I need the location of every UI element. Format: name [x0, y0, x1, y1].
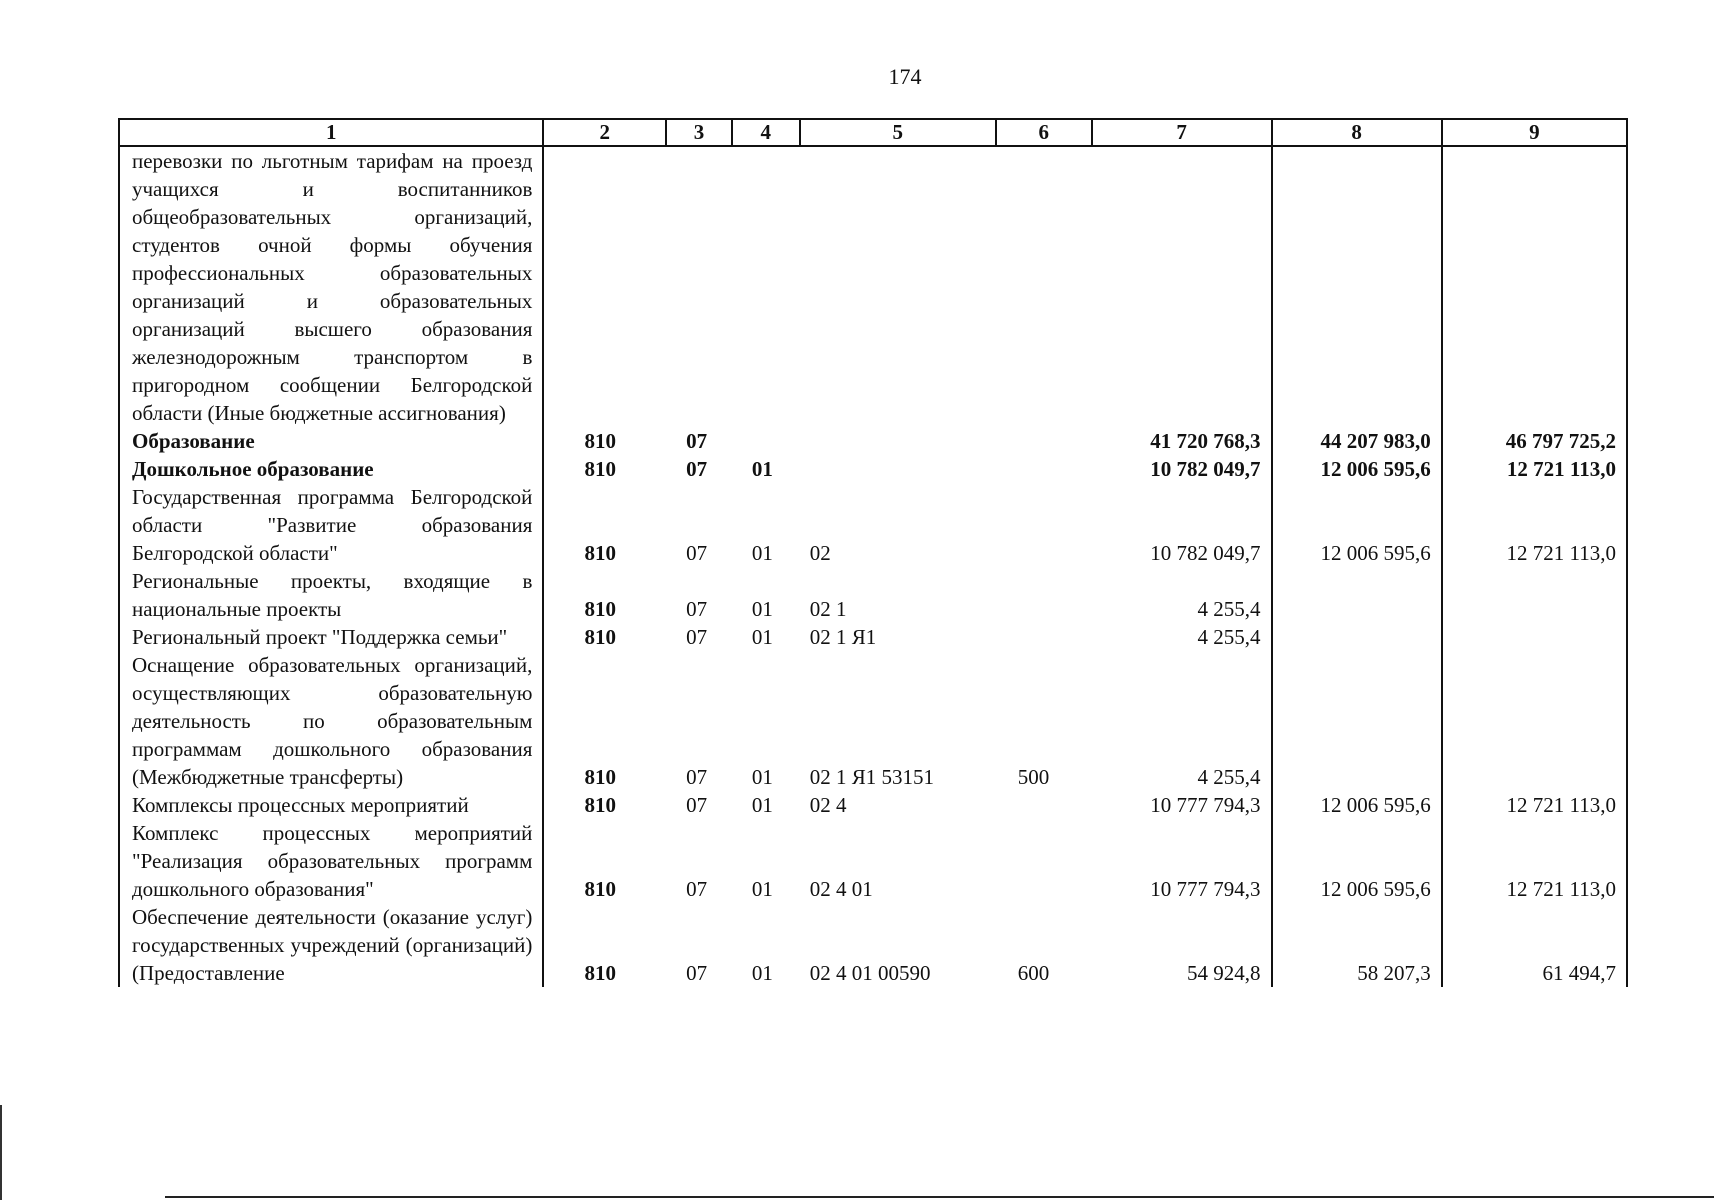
cell-subsection: 01 [751, 541, 773, 565]
cell-description: Оснащение образовательных организаций, осуществляющих образовательную деятельность по образовательным программам дошкольного образования (Межбюджетные трансферты) [119, 651, 543, 791]
cell-amount-year-2 [1272, 651, 1442, 791]
table-row [119, 791, 1627, 819]
scan-edge-mark [0, 1105, 2, 1200]
cell-target-article [800, 455, 996, 483]
table-body [119, 146, 1627, 987]
budget-table [118, 118, 1628, 987]
cell-section: 07 [686, 961, 708, 985]
table-row [119, 819, 1627, 903]
cell-section: 07 [686, 457, 708, 481]
table-row [119, 567, 1627, 623]
cell-amount-year-3: 12 721 113,0 [1442, 791, 1627, 819]
cell-description: Комплексы процессных мероприятий [119, 791, 543, 819]
cell-subsection: 01 [751, 793, 773, 817]
cell-amount-year-1: 10 782 049,7 [1092, 483, 1272, 567]
page-number: 174 [888, 64, 922, 89]
cell-section: 07 [686, 877, 708, 901]
cell-amount-year-2: 12 006 595,6 [1272, 455, 1442, 483]
cell-admin-code: 810 [584, 457, 617, 481]
cell-subsection: 01 [751, 597, 773, 621]
cell-amount-year-1: 4 255,4 [1092, 567, 1272, 623]
cell-amount-year-3 [1442, 623, 1627, 651]
cell-section: 07 [686, 625, 708, 649]
cell-description: Обеспечение деятельности (оказание услуг) государственных учреждений (организаций) (Предоставление [119, 903, 543, 987]
cell-amount-year-3: 61 494,7 [1442, 903, 1627, 987]
cell-section: 07 [686, 793, 708, 817]
table-row [119, 146, 1627, 427]
table-row [119, 903, 1627, 987]
table-row [119, 427, 1627, 455]
cell-description: перевозки по льготным тарифам на проезд учащихся и воспитанников общеобразовательных организаций, студентов очной формы обучения профессиональных образовательных организаций и образовательных организаций высшего образования железнодорожным транспортом в пригородном сообщении Белгородской области (Иные бюджетные ассигнования) [119, 146, 543, 427]
cell-amount-year-3 [1442, 651, 1627, 791]
cell-subsection: 01 [751, 765, 773, 789]
cell-amount-year-1 [1092, 146, 1272, 427]
cell-expense-type [996, 455, 1092, 483]
cell-amount-year-1: 54 924,8 [1092, 903, 1272, 987]
cell-expense-type [996, 567, 1092, 623]
cell-target-article: 02 1 Я1 [809, 625, 877, 649]
cell-amount-year-1: 10 777 794,3 [1092, 819, 1272, 903]
cell-target-article: 02 4 01 00590 [809, 961, 931, 985]
cell-amount-year-2: 12 006 595,6 [1272, 483, 1442, 567]
cell-description: Дошкольное образование [119, 455, 543, 483]
cell-target-article: 02 4 01 [809, 877, 873, 901]
table-row [119, 623, 1627, 651]
cell-target-article: 02 [809, 541, 831, 565]
header-col-3: 3 [666, 119, 732, 146]
cell-amount-year-1: 10 777 794,3 [1092, 791, 1272, 819]
cell-subsection: 01 [751, 961, 773, 985]
cell-subsection [732, 427, 800, 455]
cell-expense-type [996, 146, 1092, 427]
header-col-5: 5 [800, 119, 996, 146]
cell-expense-type [996, 791, 1092, 819]
cell-subsection: 01 [751, 625, 773, 649]
header-col-9: 9 [1442, 119, 1627, 146]
cell-section: 07 [686, 541, 708, 565]
cell-description: Государственная программа Белгородской области "Развитие образования Белгородской области" [119, 483, 543, 567]
cell-target-article: 02 4 [809, 793, 847, 817]
cell-amount-year-3: 46 797 725,2 [1442, 427, 1627, 455]
cell-amount-year-2: 12 006 595,6 [1272, 791, 1442, 819]
cell-subsection: 01 [751, 877, 773, 901]
header-col-6: 6 [996, 119, 1092, 146]
cell-amount-year-3: 12 721 113,0 [1442, 819, 1627, 903]
cell-amount-year-2 [1272, 567, 1442, 623]
cell-admin-code: 810 [584, 429, 617, 453]
cell-target-article [800, 427, 996, 455]
cell-amount-year-2: 12 006 595,6 [1272, 819, 1442, 903]
cell-target-article [800, 146, 996, 427]
header-col-2: 2 [543, 119, 666, 146]
cell-admin-code [543, 146, 666, 427]
header-row [119, 119, 1627, 146]
cell-amount-year-2 [1272, 623, 1442, 651]
header-col-7: 7 [1092, 119, 1272, 146]
cell-admin-code: 810 [584, 793, 617, 817]
cell-amount-year-2 [1272, 146, 1442, 427]
cell-admin-code: 810 [584, 961, 617, 985]
cell-admin-code: 810 [584, 541, 617, 565]
cell-description: Региональный проект "Поддержка семьи" [119, 623, 543, 651]
cell-section: 07 [686, 765, 708, 789]
cell-description: Региональные проекты, входящие в национальные проекты [119, 567, 543, 623]
footer-rule [165, 1196, 1714, 1198]
header-col-4: 4 [732, 119, 800, 146]
cell-expense-type [996, 623, 1092, 651]
table-row [119, 455, 1627, 483]
cell-target-article: 02 1 [809, 597, 847, 621]
table-row [119, 483, 1627, 567]
cell-section [666, 146, 732, 427]
cell-section: 07 [686, 429, 708, 453]
cell-amount-year-3: 12 721 113,0 [1442, 455, 1627, 483]
cell-subsection: 01 [751, 457, 773, 481]
cell-amount-year-3 [1442, 146, 1627, 427]
header-col-8: 8 [1272, 119, 1442, 146]
cell-amount-year-1: 41 720 768,3 [1092, 427, 1272, 455]
cell-amount-year-2: 58 207,3 [1272, 903, 1442, 987]
cell-expense-type [996, 819, 1092, 903]
cell-amount-year-3 [1442, 567, 1627, 623]
cell-amount-year-2: 44 207 983,0 [1272, 427, 1442, 455]
cell-admin-code: 810 [584, 765, 617, 789]
cell-expense-type: 600 [1017, 961, 1050, 985]
cell-amount-year-1: 10 782 049,7 [1092, 455, 1272, 483]
cell-admin-code: 810 [584, 625, 617, 649]
cell-description: Комплекс процессных мероприятий "Реализация образовательных программ дошкольного образования" [119, 819, 543, 903]
cell-section: 07 [686, 597, 708, 621]
cell-expense-type: 500 [1017, 765, 1050, 789]
cell-subsection [732, 146, 800, 427]
cell-amount-year-1: 4 255,4 [1092, 623, 1272, 651]
cell-amount-year-3: 12 721 113,0 [1442, 483, 1627, 567]
cell-expense-type [996, 483, 1092, 567]
cell-amount-year-1: 4 255,4 [1092, 651, 1272, 791]
cell-description: Образование [119, 427, 543, 455]
cell-target-article: 02 1 Я1 53151 [809, 765, 934, 789]
cell-expense-type [996, 427, 1092, 455]
cell-admin-code: 810 [584, 877, 617, 901]
cell-admin-code: 810 [584, 597, 617, 621]
table-row [119, 651, 1627, 791]
header-col-1: 1 [119, 119, 543, 146]
